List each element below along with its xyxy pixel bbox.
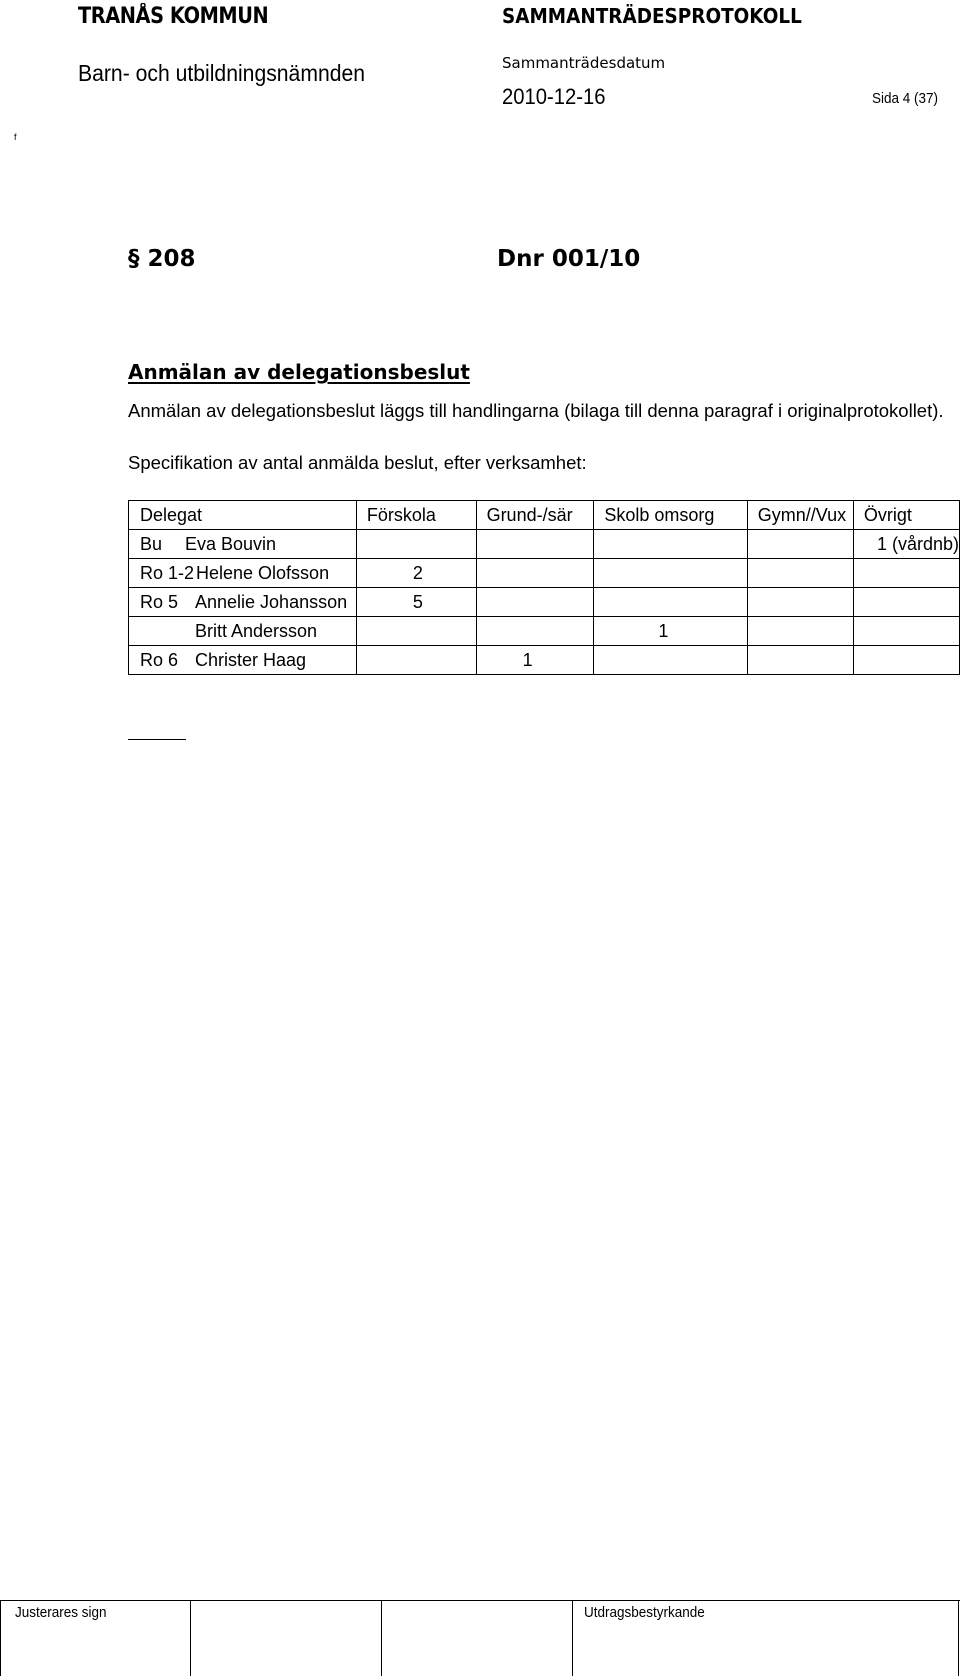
count-cell [356,646,476,675]
count-cell: 1 [594,617,747,646]
count-cell [594,530,747,559]
count-cell [747,617,853,646]
column-header: Delegat [129,501,357,530]
column-header: Grund-/sär [476,501,594,530]
meeting-date: 2010-12-16 [502,84,606,109]
column-header: Övrigt [853,501,959,530]
table-row [129,617,960,646]
footer-cell [958,1601,959,1676]
count-cell: 1 [476,646,594,675]
delegate-code: Ro 1-2 [140,562,195,583]
count-cell [853,559,959,588]
count-cell [594,559,747,588]
signature-footer [0,1600,960,1676]
footer-cell [190,1601,191,1676]
count-cell [747,588,853,617]
column-header: Förskola [356,501,476,530]
column-header: Gymn//Vux [747,501,853,530]
document-type: SAMMANTRÄDESPROTOKOLL [502,4,802,28]
count-cell [594,646,747,675]
delegate-code: Bu [140,533,163,554]
body-text: Anmälan av delegationsbeslut läggs till handlingarna (bilaga till denna paragraf i originalprotokollet). [128,400,944,421]
count-cell [853,646,959,675]
delegate-code: Ro 5 [140,591,179,612]
committee-name: Barn- och utbildningsnämnden [78,60,366,86]
delegate-code: Ro 6 [140,649,179,670]
specification-intro: Specifikation av antal anmälda beslut, efter verksamhet: [128,452,587,473]
count-cell [356,530,476,559]
table-row [129,530,960,559]
delegate-name: Christer Haag [195,649,307,670]
page-number: Sida 4 (37) [872,90,939,107]
count-cell [476,530,594,559]
decisions-table [128,500,960,675]
meeting-date-label: Sammanträdesdatum [502,54,666,72]
stray-mark: f [14,132,17,142]
count-cell [747,530,853,559]
section-heading: Anmälan av delegationsbeslut [128,360,470,384]
delegate-cell [129,617,357,646]
count-cell: 1 (vårdnb) [853,530,959,559]
footer-cell [0,1601,1,1676]
table-row [129,559,960,588]
count-cell [476,617,594,646]
delegate-name: Eva Bouvin [185,533,277,554]
delegate-name: Helene Olofsson [196,562,330,583]
count-cell: 5 [356,588,476,617]
footnote-separator [128,739,186,740]
delegate-name: Annelie Johansson [195,591,348,612]
count-cell [853,617,959,646]
footer-cell [381,1601,382,1676]
delegate-cell [129,559,357,588]
column-header: Skolb omsorg [594,501,747,530]
delegate-name: Britt Andersson [195,620,318,641]
count-cell [476,559,594,588]
count-cell: 2 [356,559,476,588]
table-row [129,646,960,675]
organization-name: TRANÅS KOMMUN [78,4,269,29]
utdragsbestyrkande-label: Utdragsbestyrkande [584,1604,705,1621]
footer-cell [572,1601,573,1676]
delegate-cell [129,588,357,617]
count-cell [476,588,594,617]
delegate-cell [129,530,357,559]
count-cell [747,646,853,675]
count-cell [594,588,747,617]
count-cell [356,617,476,646]
table-header-row [129,501,960,530]
diary-number: Dnr 001/10 [497,246,641,272]
table-row [129,588,960,617]
delegate-cell [129,646,357,675]
count-cell [747,559,853,588]
paragraph-number: § 208 [128,246,196,272]
count-cell [853,588,959,617]
justerares-sign-label: Justerares sign [15,1604,107,1621]
